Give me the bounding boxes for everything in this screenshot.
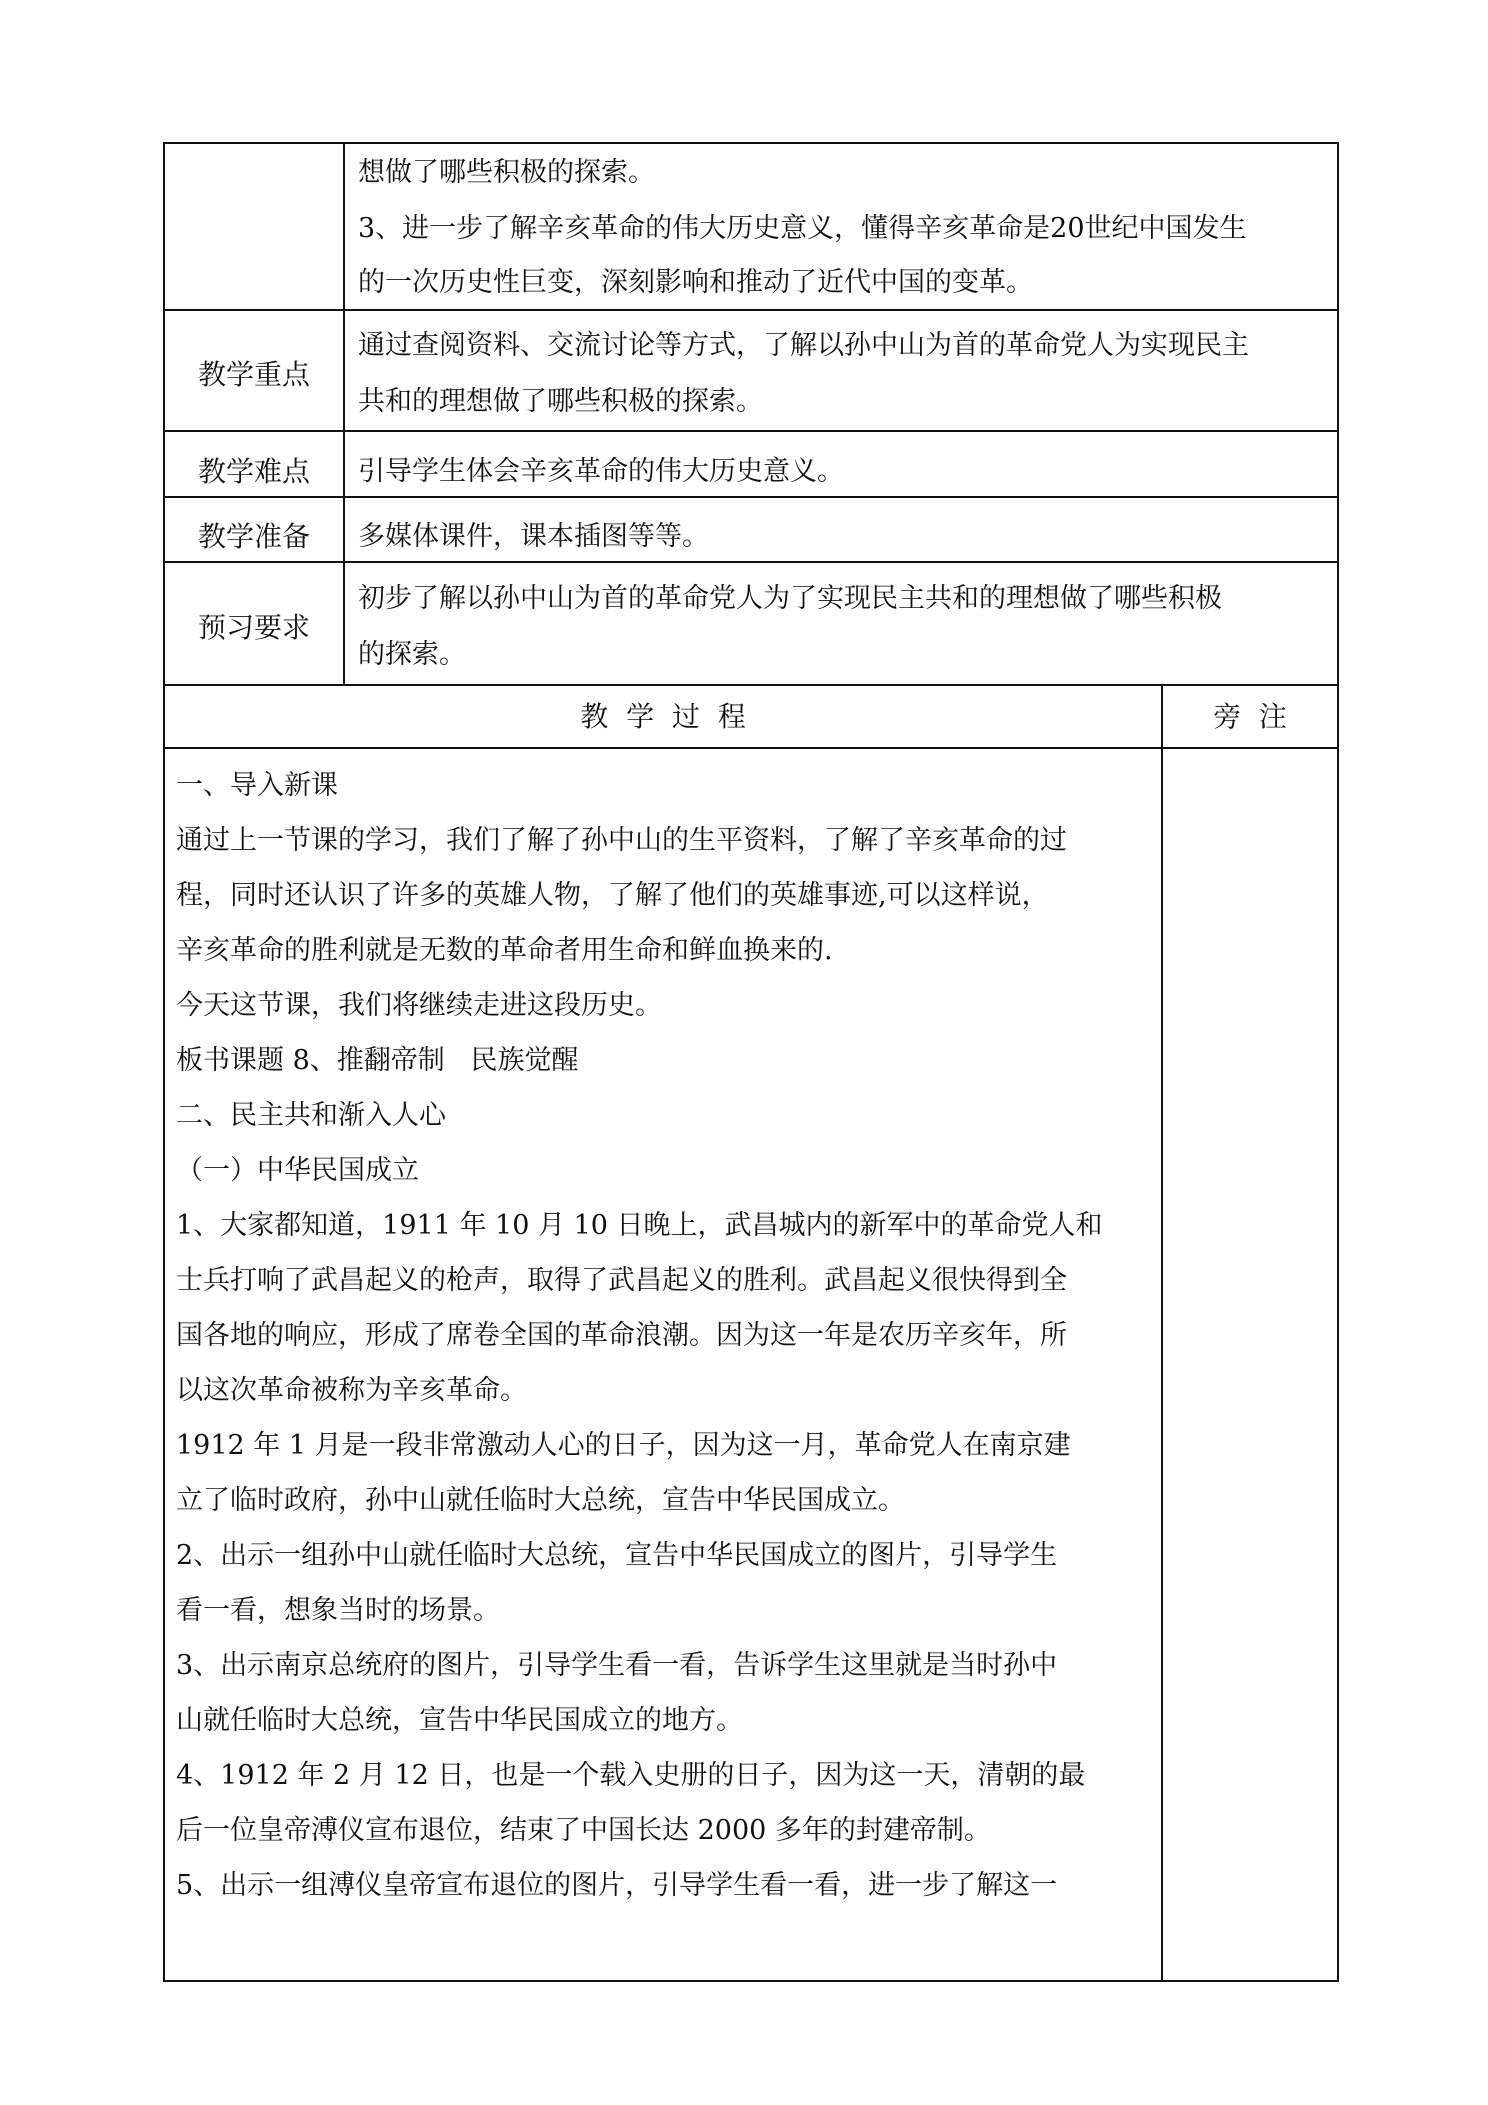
process-line: 程，同时还认识了许多的英雄人物，了解了他们的英雄事迹,可以这样说， bbox=[176, 880, 1049, 911]
objective-line: 3、进一步了解辛亥革命的伟大历史意义，懂得辛亥革命是20世纪中国发生 bbox=[358, 213, 1247, 244]
table-border-top bbox=[163, 142, 1339, 144]
objective-line: 想做了哪些积极的探索。 bbox=[358, 157, 655, 188]
objective-line: 的一次历史性巨变，深刻影响和推动了近代中国的变革。 bbox=[358, 267, 1033, 298]
preview-line: 的探索。 bbox=[358, 639, 466, 670]
process-line: 辛亥革命的胜利就是无数的革命者用生命和鲜血换来的. bbox=[176, 935, 833, 966]
row-label-preparation: 教学准备 bbox=[197, 520, 310, 553]
process-line: 以这次革命被称为辛亥革命。 bbox=[176, 1375, 527, 1406]
row-label-key-points: 教学重点 bbox=[197, 358, 310, 391]
process-line: 5、出示一组溥仪皇帝宣布退位的图片，引导学生看一看，进一步了解这一 bbox=[176, 1870, 1058, 1901]
row-divider bbox=[163, 309, 1339, 311]
row-divider bbox=[163, 430, 1339, 432]
process-line: 4、1912 年 2 月 12 日，也是一个载入史册的日子，因为这一天，清朝的最 bbox=[176, 1760, 1086, 1791]
process-line: 1912 年 1 月是一段非常激动人心的日子，因为这一月，革命党人在南京建 bbox=[176, 1430, 1071, 1461]
process-header: 教 学 过 程 bbox=[580, 700, 746, 733]
process-line: 1、大家都知道，1911 年 10 月 10 日晚上，武昌城内的新军中的革命党人和 bbox=[176, 1210, 1103, 1241]
process-line: 板书课题 8、推翻帝制 民族觉醒 bbox=[176, 1045, 579, 1076]
row-divider bbox=[163, 561, 1339, 563]
key-points-line: 共和的理想做了哪些积极的探索。 bbox=[358, 386, 763, 417]
label-column-divider bbox=[343, 142, 345, 685]
preview-line: 初步了解以孙中山为首的革命党人为了实现民主共和的理想做了哪些积极 bbox=[358, 583, 1222, 614]
side-note-column-divider bbox=[1161, 684, 1163, 1982]
process-line: 看一看，想象当时的场景。 bbox=[176, 1595, 500, 1626]
process-line: 国各地的响应，形成了席卷全国的革命浪潮。因为这一年是农历辛亥年，所 bbox=[176, 1320, 1067, 1351]
process-line: （一）中华民国成立 bbox=[176, 1155, 419, 1186]
preparation-line: 多媒体课件，课本插图等等。 bbox=[358, 521, 709, 552]
key-points-line: 通过查阅资料、交流讨论等方式，了解以孙中山为首的革命党人为实现民主 bbox=[358, 330, 1249, 361]
process-line: 士兵打响了武昌起义的枪声，取得了武昌起义的胜利。武昌起义很快得到全 bbox=[176, 1265, 1067, 1296]
process-line: 2、出示一组孙中山就任临时大总统，宣告中华民国成立的图片，引导学生 bbox=[176, 1540, 1058, 1571]
process-line: 通过上一节课的学习，我们了解了孙中山的生平资料，了解了辛亥革命的过 bbox=[176, 825, 1067, 856]
process-line: 后一位皇帝溥仪宣布退位，结束了中国长达 2000 多年的封建帝制。 bbox=[176, 1815, 991, 1846]
process-line: 3、出示南京总统府的图片，引导学生看一看，告诉学生这里就是当时孙中 bbox=[176, 1650, 1058, 1681]
process-line: 一、导入新课 bbox=[176, 770, 338, 801]
process-line: 二、民主共和渐入人心 bbox=[176, 1100, 446, 1131]
difficulties-line: 引导学生体会辛亥革命的伟大历史意义。 bbox=[358, 456, 844, 487]
row-divider bbox=[163, 496, 1339, 498]
process-line: 今天这节课，我们将继续走进这段历史。 bbox=[176, 990, 662, 1021]
row-label-difficulties: 教学难点 bbox=[197, 455, 310, 488]
side-note-header: 旁 注 bbox=[1213, 700, 1287, 733]
table-border-left bbox=[163, 142, 165, 1982]
row-label-preview: 预习要求 bbox=[197, 611, 310, 644]
table-border-right bbox=[1337, 142, 1339, 1982]
process-line: 立了临时政府，孙中山就任临时大总统，宣告中华民国成立。 bbox=[176, 1485, 905, 1516]
process-line: 山就任临时大总统，宣告中华民国成立的地方。 bbox=[176, 1705, 743, 1736]
